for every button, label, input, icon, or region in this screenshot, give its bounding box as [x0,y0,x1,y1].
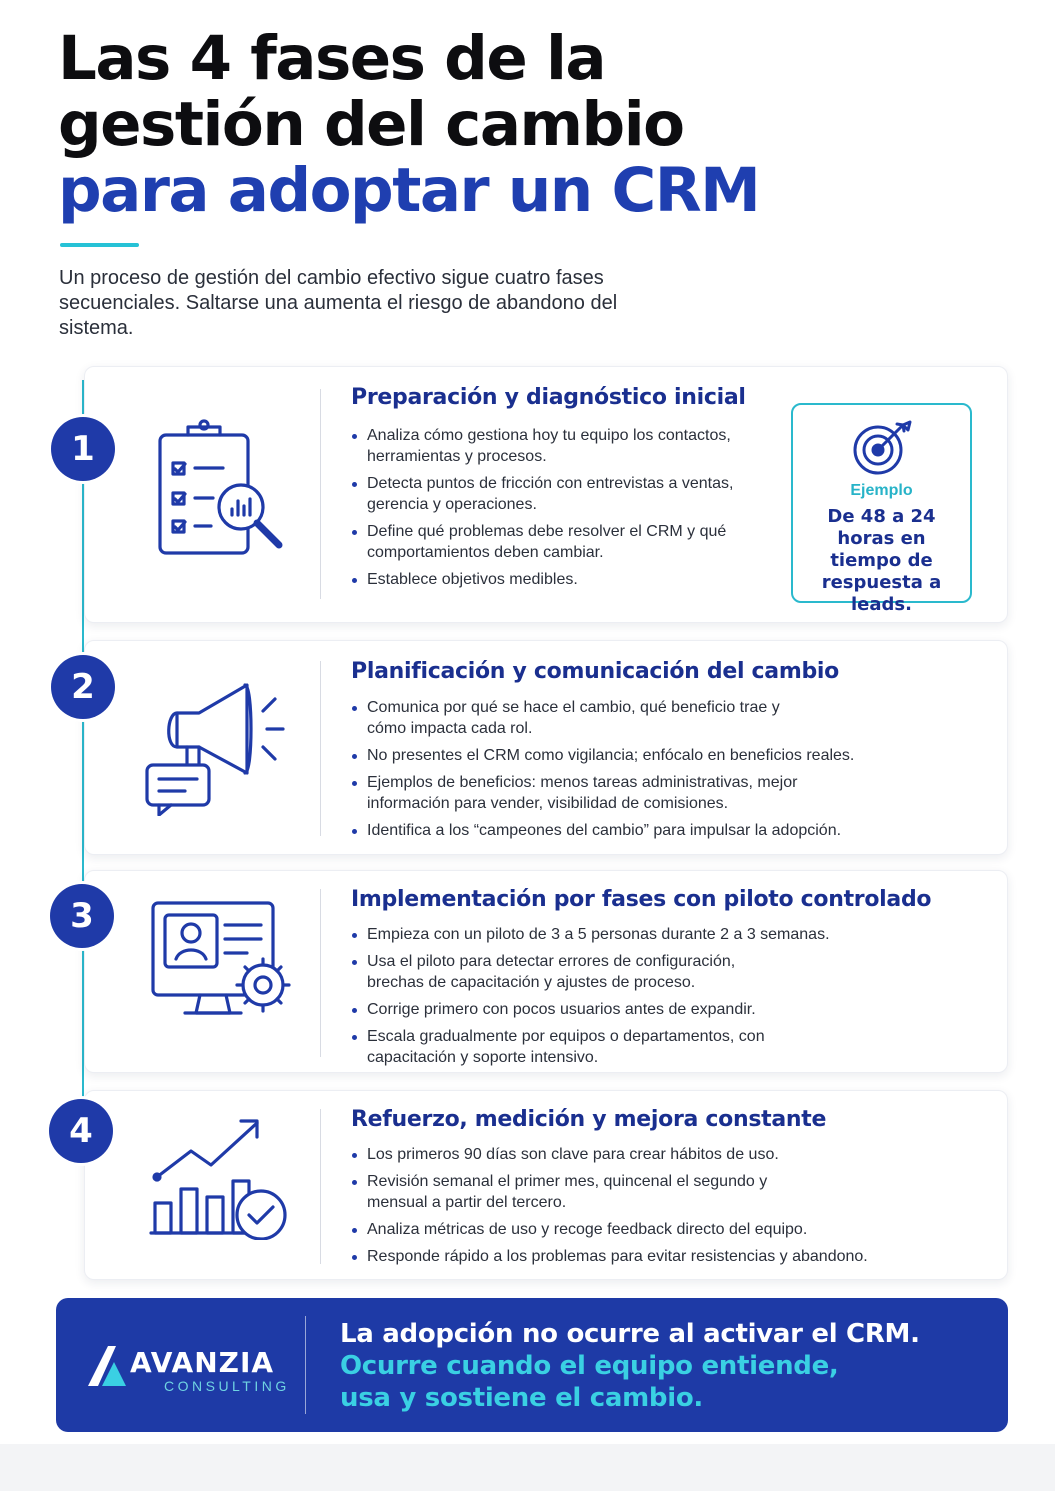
phase-title: Implementación por fases con piloto controlado [351,887,932,912]
list-item: Los primeros 90 días son clave para crear hábitos de uso. [351,1144,951,1165]
example-callout [791,403,972,615]
phase-card-1 [84,366,1008,623]
phase-number-badge: 4 [49,1099,113,1163]
list-item: Analiza métricas de uso y recoge feedback directo del equipo. [351,1219,951,1240]
list-item: Define qué problemas debe resolver el CRM y qué comportamientos deben cambiar. [351,521,771,563]
list-item: Ejemplos de beneficios: menos tareas administrativas, mejor información para vender, visibilidad de comisiones. [351,772,821,814]
phase-number-badge: 2 [51,655,115,719]
list-item: Detecta puntos de fricción con entrevistas a ventas, gerencia y operaciones. [351,473,771,515]
target-icon [851,416,913,476]
avanzia-logo [86,1342,306,1412]
list-item: Identifica a los “campeones del cambio” para impulsar la adopción. [351,820,951,841]
list-item: Establece objetivos medibles. [351,569,771,590]
phase-bullets [351,425,771,596]
clipboard-magnifier-icon [145,415,295,560]
example-value: De 48 a 24 horas en tiempo de respuesta a leads. [821,506,942,615]
footer-banner [56,1298,1008,1432]
title-line-3: para adoptar un CRM [58,155,760,226]
phase-title: Preparación y diagnóstico inicial [351,385,746,410]
footer-line-1: La adopción no ocurre al activar el CRM. [340,1319,920,1349]
list-item: Empieza con un piloto de 3 a 5 personas durante 2 a 3 semanas. [351,924,911,945]
phase-title: Refuerzo, medición y mejora constante [351,1107,827,1132]
list-item: Responde rápido a los problemas para evitar resistencias y abandono. [351,1246,951,1267]
list-item: Corrige primero con pocos usuarios antes de expandir. [351,999,911,1020]
phase-card-3 [84,870,1008,1073]
list-item: Revisión semanal el primer mes, quincenal el segundo y mensual a partir del tercero. [351,1171,791,1213]
title-line-1: Las 4 fases de la [58,23,606,94]
card-divider [320,661,321,836]
phase-bullets [351,924,911,1074]
growth-chart-check-icon [145,1115,295,1240]
example-label: Ejemplo [850,482,913,499]
phase-bullets [351,1144,951,1273]
page-title [58,23,958,226]
list-item: No presentes el CRM como vigilancia; enfócalo en beneficios reales. [351,745,951,766]
logo-subtitle: CONSULTING [164,1378,290,1394]
phase-bullets [351,697,951,847]
logo-name: AVANZIA [130,1346,275,1379]
intro-text: Un proceso de gestión del cambio efectivo sigue cuatro fases secuenciales. Saltarse una aumenta el riesgo de abandono del sistema. [59,267,618,339]
footer-line-2: Ocurre cuando el equipo entiende, [340,1351,839,1381]
phase-number-badge: 1 [51,417,115,481]
list-item: Escala gradualmente por equipos o departamentos, con capacitación y soporte intensivo. [351,1026,791,1068]
card-divider [320,1109,321,1264]
title-underline [60,243,139,247]
page-bottom-strip [0,1444,1055,1491]
list-item: Usa el piloto para detectar errores de configuración, brechas de capacitación y ajustes de proceso. [351,951,791,993]
list-item: Analiza cómo gestiona hoy tu equipo los contactos, herramientas y procesos. [351,425,771,467]
phase-number-badge: 3 [50,884,114,948]
card-divider [320,389,321,599]
footer-divider [305,1316,306,1414]
megaphone-icon [145,681,295,816]
phase-card-4 [84,1090,1008,1280]
footer-line-3: usa y sostiene el cambio. [340,1383,703,1413]
title-line-2: gestión del cambio [58,89,684,160]
logo-mark-icon [86,1344,132,1388]
footer-message [340,1318,920,1414]
phase-card-2 [84,640,1008,855]
monitor-profile-gear-icon [145,899,295,1024]
card-divider [320,889,321,1057]
phase-title: Planificación y comunicación del cambio [351,659,839,684]
list-item: Comunica por qué se hace el cambio, qué beneficio trae y cómo impacta cada rol. [351,697,791,739]
